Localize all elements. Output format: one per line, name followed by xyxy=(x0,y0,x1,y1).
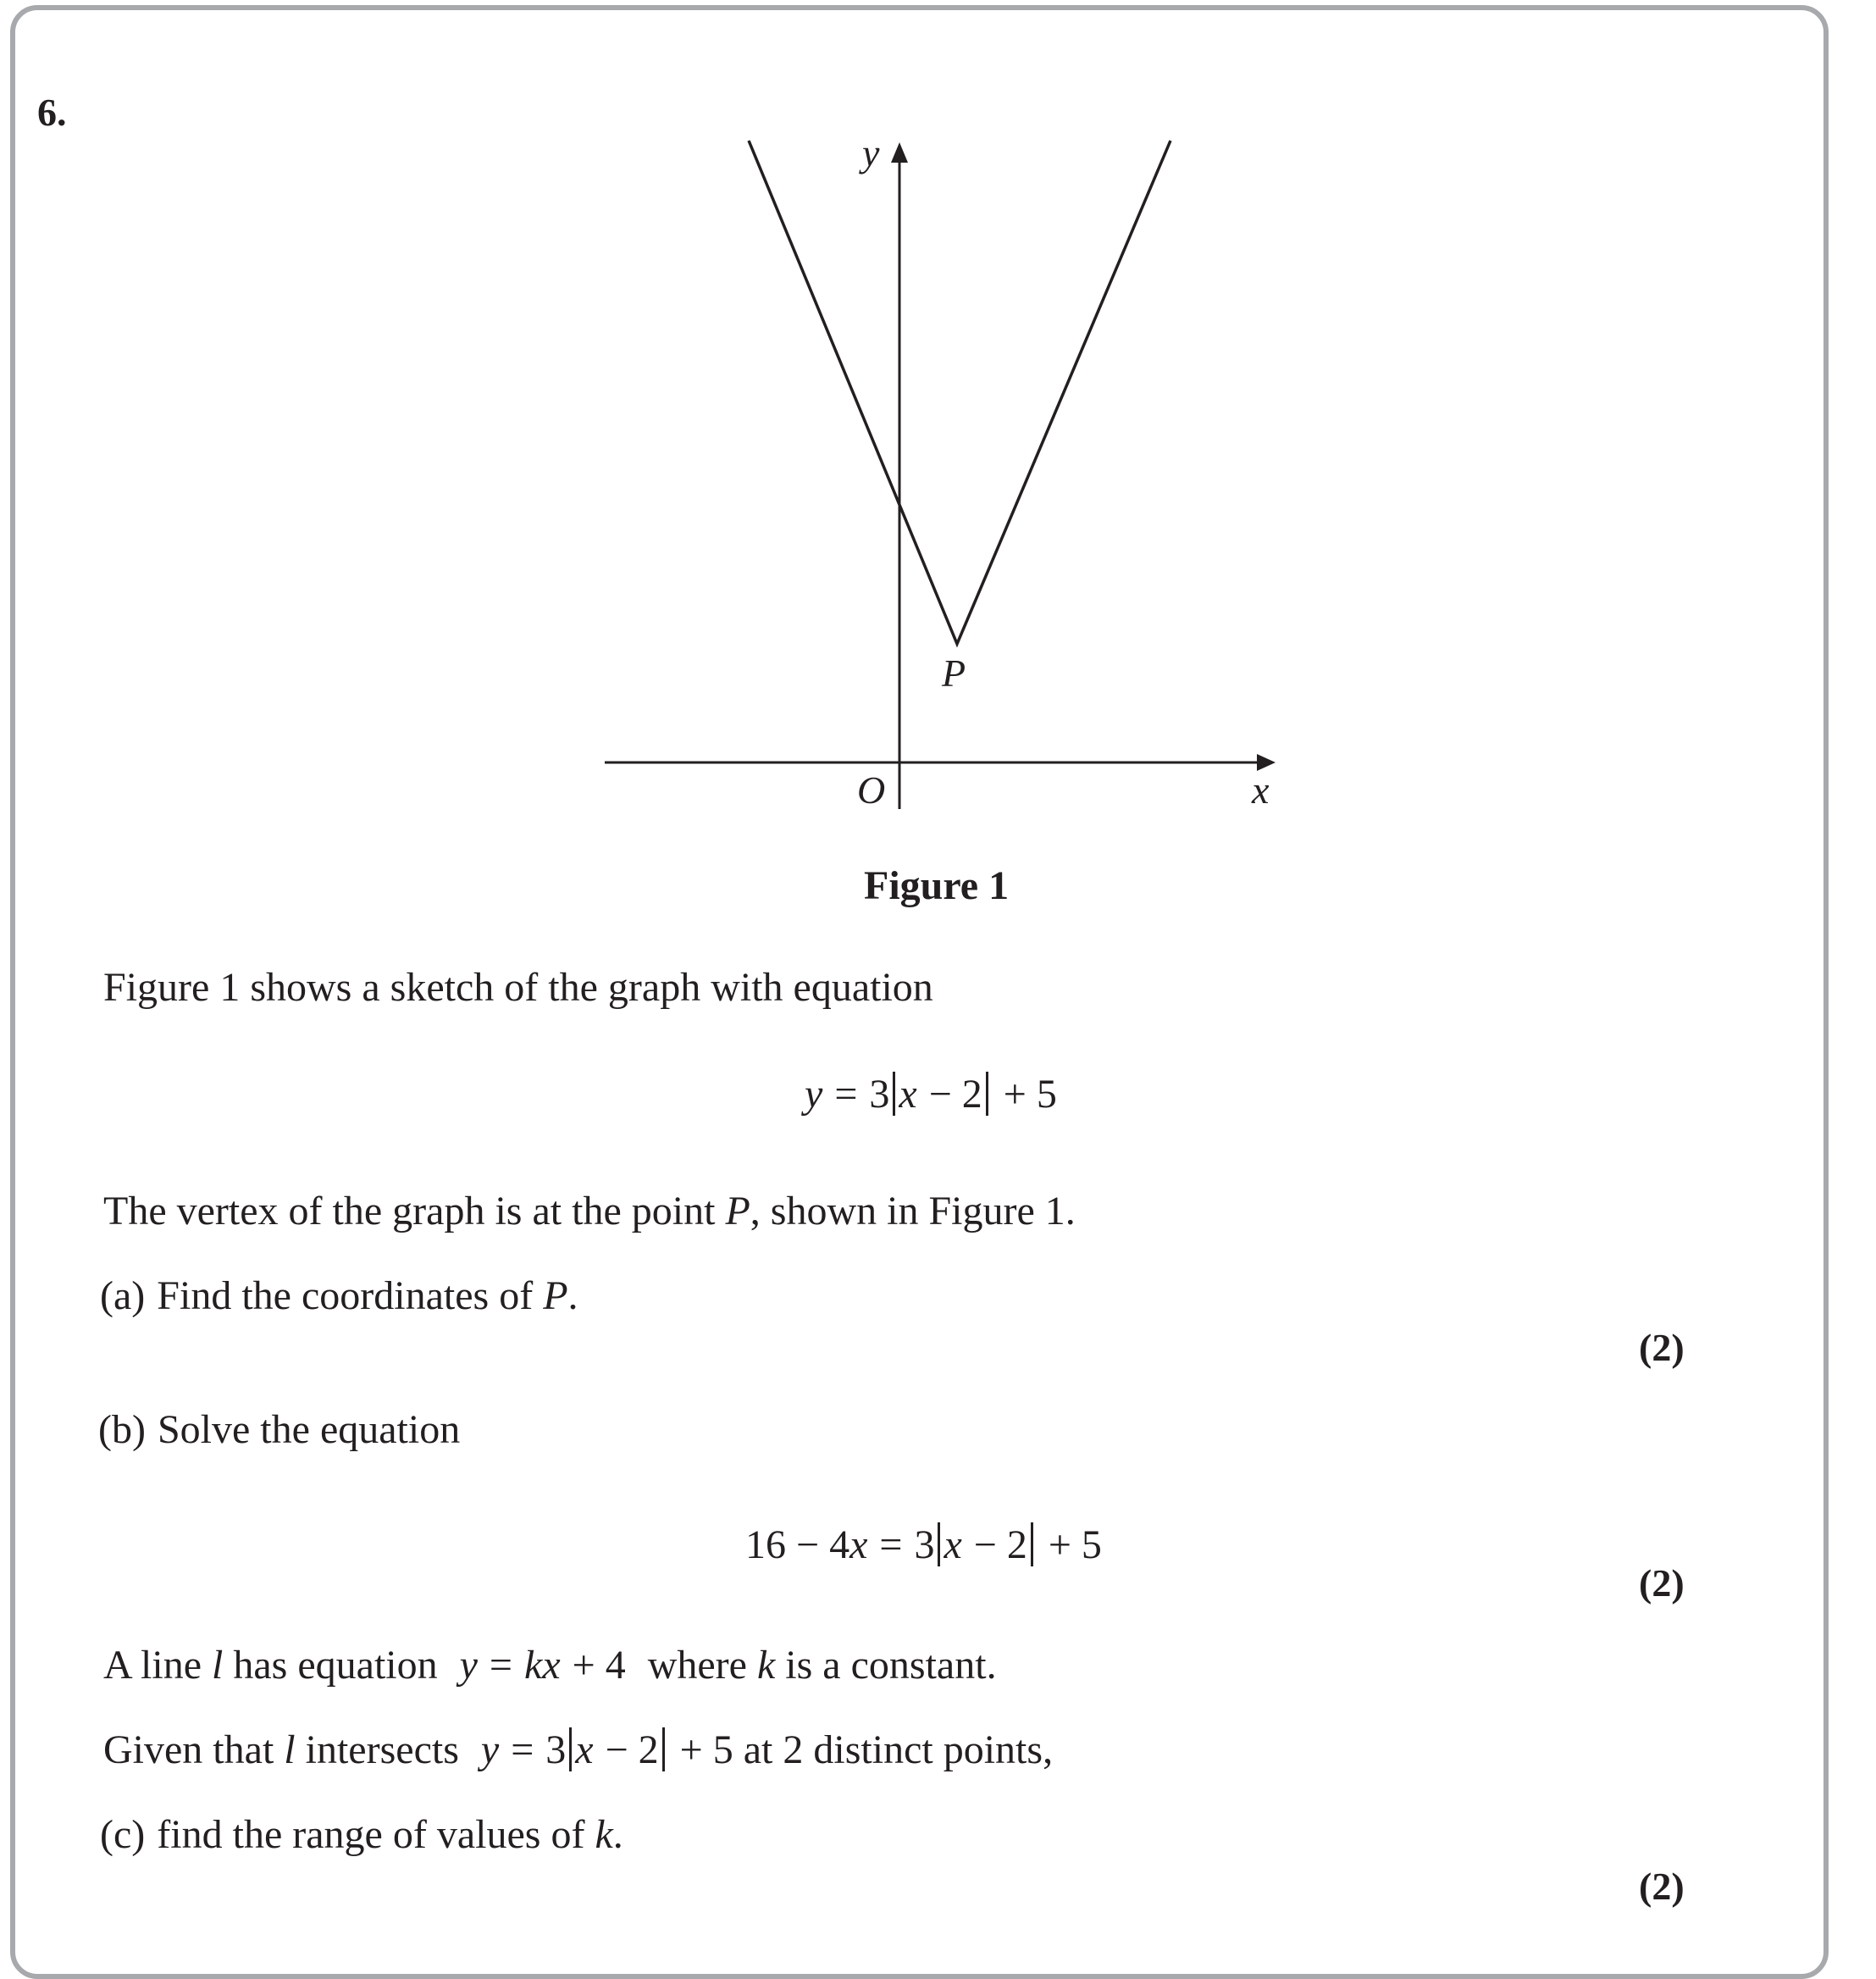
part-b-label: (b) xyxy=(98,1407,146,1452)
b-eq-coef: 3 xyxy=(914,1522,935,1567)
part-b-text: Solve the equation xyxy=(157,1407,461,1452)
vertex-text-var: P xyxy=(725,1189,750,1233)
part-b-equation xyxy=(745,1522,1102,1568)
given-eq-equals: = xyxy=(511,1727,534,1772)
given-eq-x: x xyxy=(575,1727,594,1772)
vertex-text-post: , shown in Figure 1. xyxy=(750,1189,1076,1233)
b-eq-tail: + 5 xyxy=(1048,1522,1102,1567)
part-a-text: Find the coordinates of xyxy=(157,1273,544,1318)
b-eq-equals: = xyxy=(879,1522,903,1567)
given-eq-y: y xyxy=(480,1727,500,1772)
figure-caption: Figure 1 xyxy=(864,863,1010,908)
given-mid: intersects xyxy=(295,1727,469,1772)
figure-1-graph xyxy=(0,0,1876,847)
part-b xyxy=(98,1406,460,1453)
part-a-marks: (2) xyxy=(1639,1326,1685,1369)
b-eq-inner-rest: − 2 xyxy=(973,1522,1027,1567)
line-l-post2: is a constant. xyxy=(775,1643,997,1688)
y-axis-arrow-icon xyxy=(891,142,908,163)
line-l-text xyxy=(103,1642,997,1688)
line-l-pre: A line xyxy=(103,1643,212,1688)
given-pre: Given that xyxy=(103,1727,285,1772)
x-axis-label: x xyxy=(1252,768,1270,812)
abs-bar-right xyxy=(986,1072,988,1116)
line-l-mid: has equation xyxy=(223,1643,448,1688)
question-number: 6. xyxy=(37,91,67,134)
graph-equation xyxy=(805,1071,1057,1117)
abs-bar-right xyxy=(1031,1522,1033,1566)
abs-bar-left xyxy=(938,1522,940,1566)
eq-inner-rest: − 2 xyxy=(928,1072,982,1117)
part-c-label: (c) xyxy=(100,1812,146,1857)
line-l-k: k xyxy=(756,1643,776,1688)
line-l-var: l xyxy=(212,1643,224,1688)
abs-bar-right xyxy=(662,1727,665,1771)
given-eq-tail: + 5 xyxy=(679,1727,733,1772)
eq-coef: 3 xyxy=(869,1072,890,1117)
part-a-post: . xyxy=(567,1273,578,1318)
part-a-var: P xyxy=(543,1273,568,1318)
vertex-text xyxy=(103,1188,1076,1234)
eq-equals: = xyxy=(834,1072,858,1117)
part-c xyxy=(100,1811,623,1858)
part-a xyxy=(100,1272,578,1319)
graph-curve xyxy=(749,141,1170,644)
b-eq-lhs-num: 16 − 4 xyxy=(745,1522,850,1567)
line-eq-equals: = xyxy=(489,1643,512,1688)
eq-lhs: y xyxy=(805,1072,823,1117)
eq-tail: + 5 xyxy=(1003,1072,1057,1117)
part-c-text: find the range of values of xyxy=(157,1812,595,1857)
b-eq-lhs-var: x xyxy=(849,1522,868,1567)
given-l: l xyxy=(284,1727,296,1772)
eq-inner-x: x xyxy=(899,1072,917,1117)
b-eq-inner-x: x xyxy=(944,1522,962,1567)
line-eq-y: y xyxy=(459,1643,478,1688)
given-eq-rest: − 2 xyxy=(605,1727,659,1772)
vertex-text-pre: The vertex of the graph is at the point xyxy=(103,1189,726,1233)
vertex-label-p: P xyxy=(942,651,966,695)
line-eq-tail: + 4 xyxy=(572,1643,626,1688)
given-text xyxy=(103,1727,1053,1773)
abs-bar-left xyxy=(569,1727,572,1771)
line-eq-x: x xyxy=(542,1643,561,1688)
abs-bar-left xyxy=(893,1072,895,1116)
part-b-marks: (2) xyxy=(1639,1561,1685,1605)
part-c-var: k xyxy=(595,1812,613,1857)
origin-label: O xyxy=(857,768,886,812)
part-c-post: . xyxy=(612,1812,623,1857)
given-eq-coef: 3 xyxy=(545,1727,567,1772)
intro-text: Figure 1 shows a sketch of the graph with equation xyxy=(103,965,933,1010)
part-c-marks: (2) xyxy=(1639,1865,1685,1908)
given-post: at 2 distinct points, xyxy=(733,1727,1054,1772)
y-axis-label: y xyxy=(862,131,880,175)
line-l-post1: where xyxy=(637,1643,757,1688)
line-eq-k: k xyxy=(524,1643,543,1688)
part-a-label: (a) xyxy=(100,1273,146,1318)
